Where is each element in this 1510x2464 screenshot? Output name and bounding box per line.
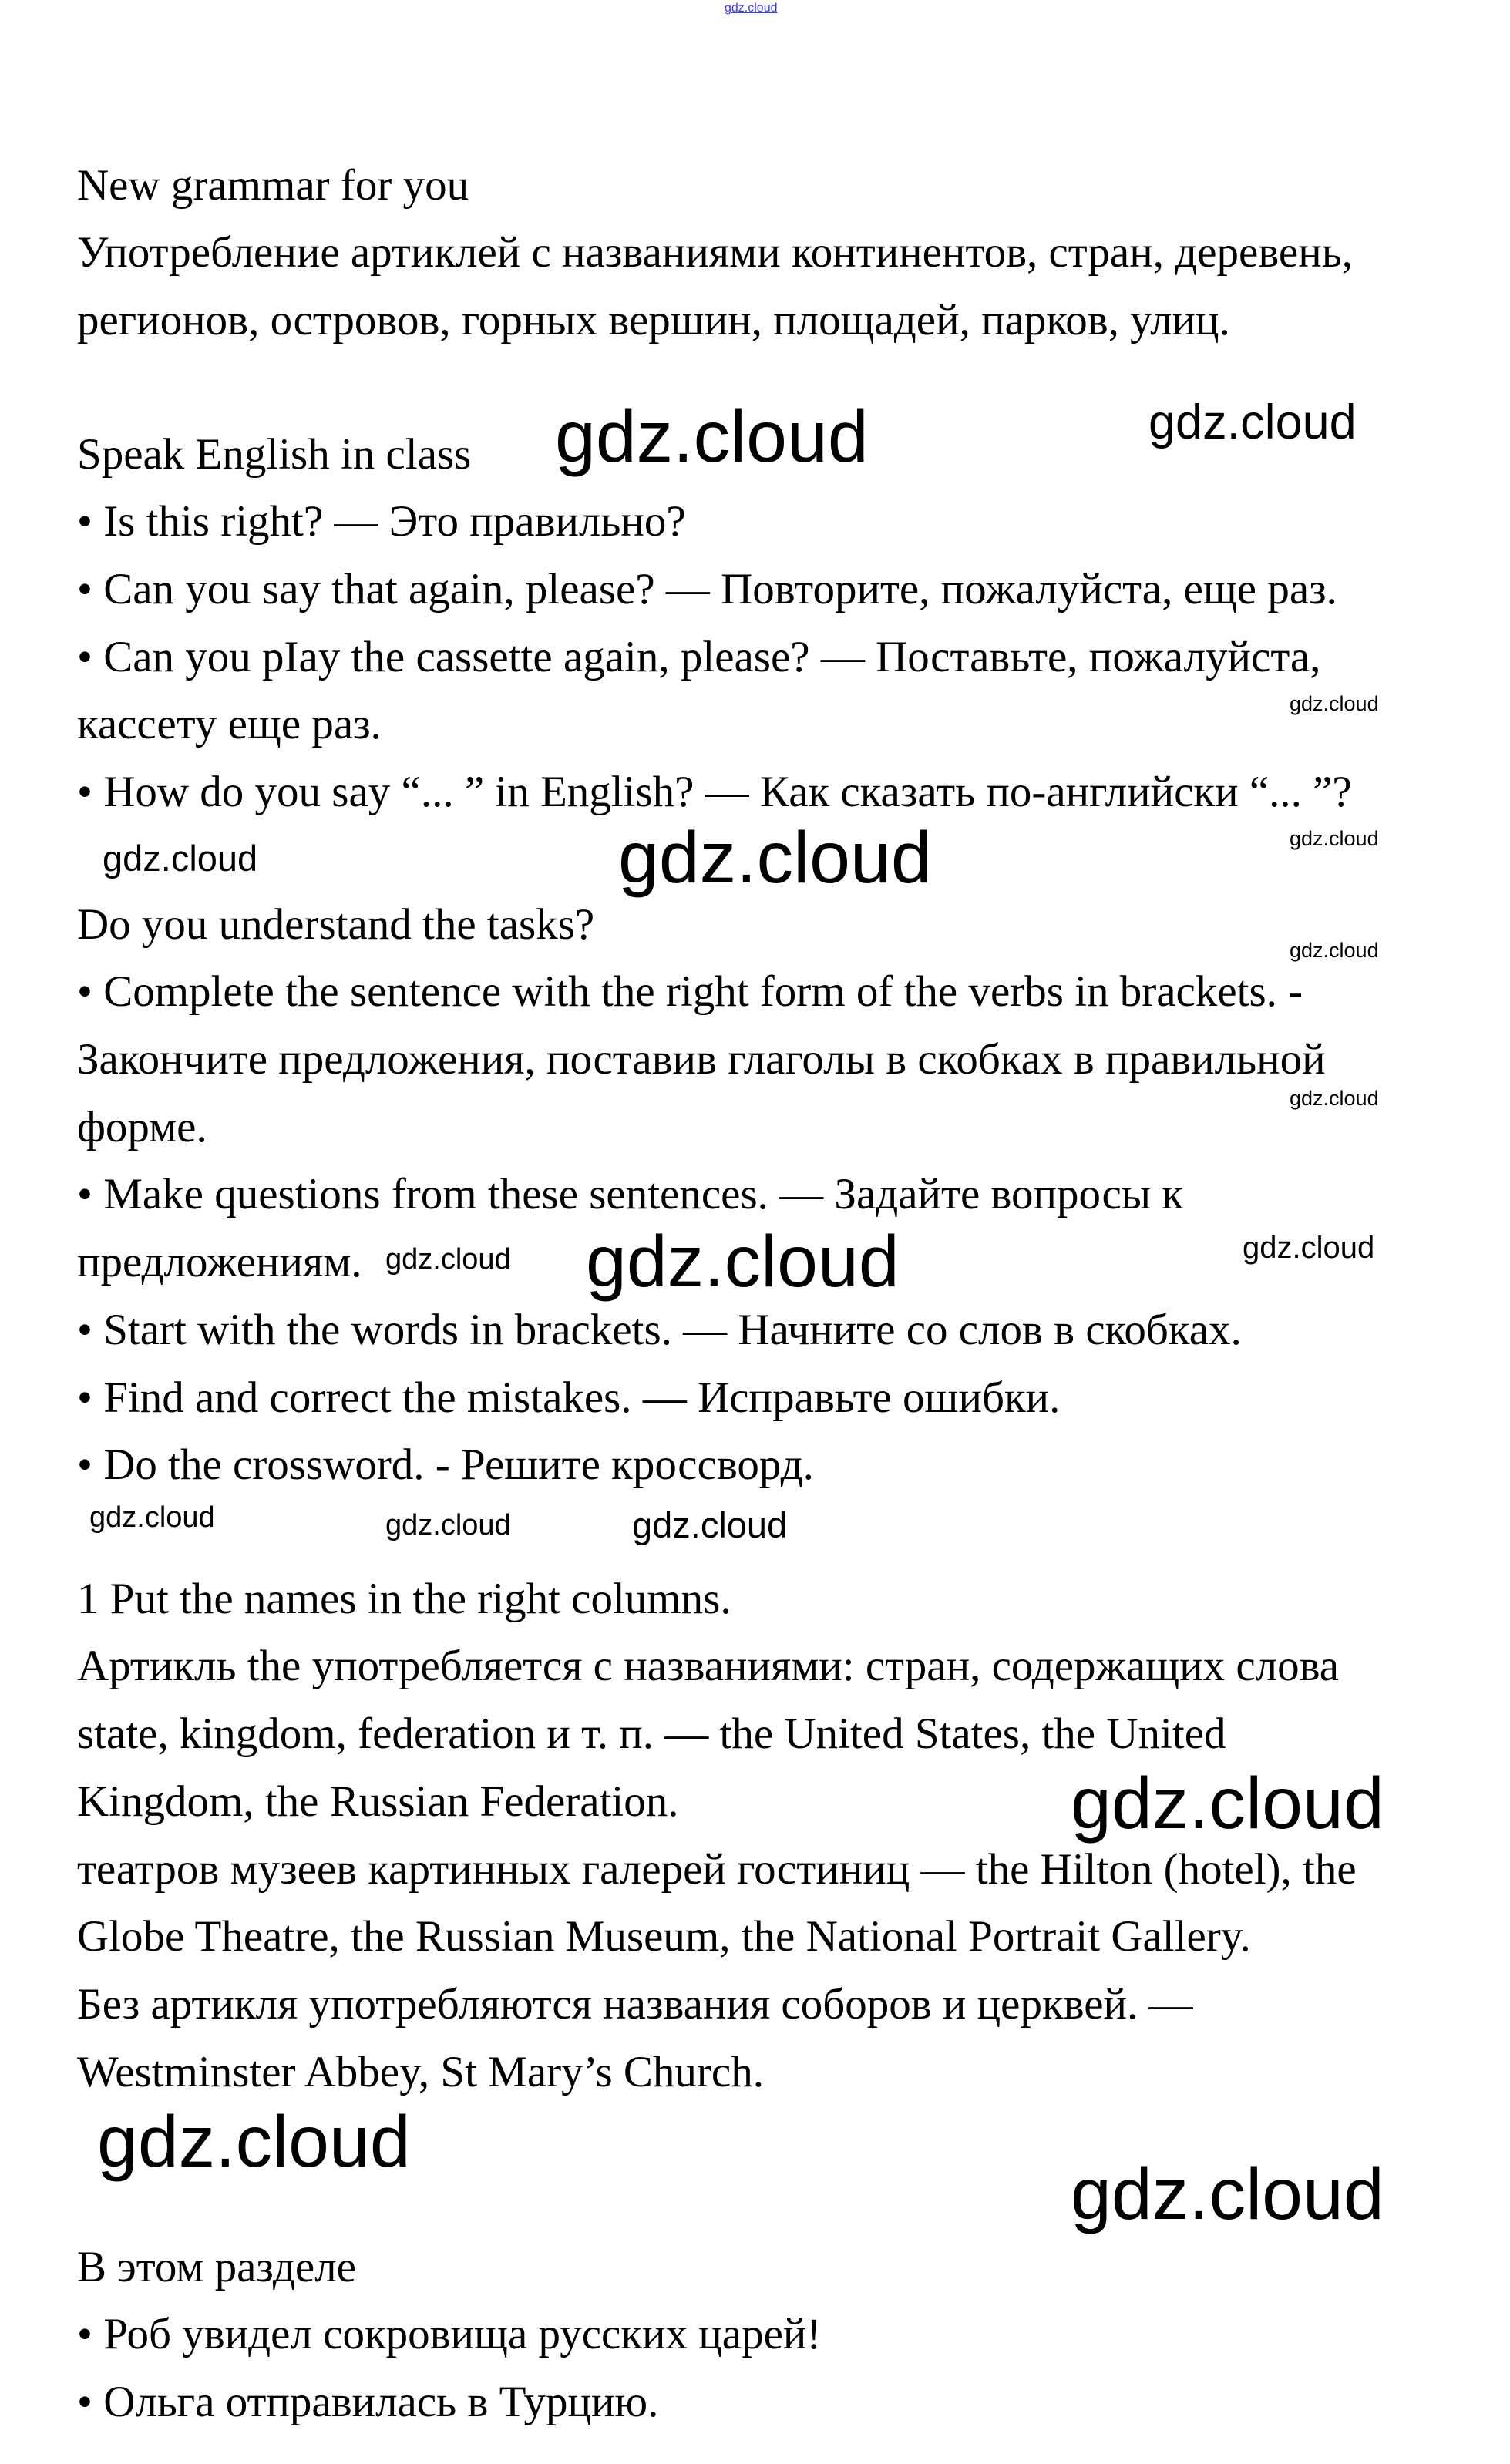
section-heading-in-this-section: В этом разделе bbox=[77, 2243, 356, 2291]
list-item: • How do you say “... ” in English? — Как сказать по-английски “... ”? bbox=[77, 768, 1352, 816]
watermark: gdz.cloud bbox=[1290, 827, 1379, 850]
watermark: gdz.cloud bbox=[1243, 1231, 1375, 1265]
list-item: • Роб увидел сокровища русских царей! bbox=[77, 2310, 822, 2358]
list-item: • Is this right? — Это правильно? bbox=[77, 497, 686, 546]
watermark: gdz.cloud bbox=[1290, 1087, 1379, 1110]
text-line: Kingdom, the Russian Federation. bbox=[77, 1777, 679, 1826]
list-item: • Find and correct the mistakes. — Исправьте ошибки. bbox=[77, 1373, 1061, 1422]
list-item: • Ольга отправилась в Турцию. bbox=[77, 2378, 659, 2426]
watermark: gdz.cloud bbox=[1071, 2153, 1384, 2235]
section-heading-tasks: Do you understand the tasks? bbox=[77, 900, 595, 949]
watermark: gdz.cloud bbox=[1071, 1763, 1384, 1844]
text-line: Закончите предложения, поставив глаголы в скобках в правильной bbox=[77, 1035, 1326, 1084]
text-line: state, kingdom, federation и т. п. — the United States, the United bbox=[77, 1709, 1226, 1758]
text-line: Westminster Abbey, St Mary’s Church. bbox=[77, 2048, 764, 2096]
section-heading-new-grammar: New grammar for you bbox=[77, 161, 469, 210]
watermark: gdz.cloud bbox=[632, 1504, 788, 1545]
watermark: gdz.cloud bbox=[89, 1501, 215, 1534]
top-watermark-link[interactable]: gdz.cloud bbox=[725, 2, 778, 15]
watermark: gdz.cloud bbox=[1290, 692, 1379, 715]
list-item: • Start with the words in brackets. — Начните со слов в скобках. bbox=[77, 1306, 1242, 1354]
watermark: gdz.cloud bbox=[103, 838, 258, 879]
text-line: Артикль the употребляется с названиями: стран, содержащих слова bbox=[77, 1642, 1340, 1690]
list-item: • Can you say that again, please? — Повторите, пожалуйста, еще раз. bbox=[77, 565, 1337, 613]
list-item: • Can you pIay the cassette again, please? — Поставьте, пожалуйста, bbox=[77, 633, 1321, 681]
watermark: gdz.cloud bbox=[555, 396, 869, 478]
watermark: gdz.cloud bbox=[97, 2101, 411, 2183]
text-line: Без артикля употребляются названия соборов и церквей. — bbox=[77, 1980, 1193, 2029]
text-line: предложениям. bbox=[77, 1238, 362, 1286]
watermark: gdz.cloud bbox=[586, 1221, 900, 1303]
list-item: • Complete the sentence with the right form of the verbs in brackets. - bbox=[77, 967, 1303, 1016]
watermark: gdz.cloud bbox=[1148, 395, 1357, 449]
watermark: gdz.cloud bbox=[1290, 939, 1379, 962]
text-line: кассету еще раз. bbox=[77, 700, 382, 748]
watermark: gdz.cloud bbox=[618, 817, 932, 899]
text-line: регионов, островов, горных вершин, площадей, парков, улиц. bbox=[77, 296, 1230, 345]
text-line: Употребление артиклей с названиями континентов, стран, деревень, bbox=[77, 228, 1353, 277]
list-item: • Make questions from these sentences. — Задайте вопросы к bbox=[77, 1170, 1183, 1219]
list-item: • Do the crossword. - Решите кроссворд. bbox=[77, 1440, 814, 1489]
text-line: Globe Theatre, the Russian Museum, the National Portrait Gallery. bbox=[77, 1912, 1251, 1961]
text-line: форме. bbox=[77, 1103, 207, 1151]
watermark: gdz.cloud bbox=[385, 1243, 511, 1276]
watermark: gdz.cloud bbox=[385, 1509, 511, 1541]
exercise-heading: 1 Put the names in the right columns. bbox=[77, 1575, 731, 1623]
text-line: театров музеев картинных галерей гостиниц — the Hilton (hotel), the bbox=[77, 1845, 1357, 1894]
section-heading-speak-english: Speak English in class bbox=[77, 430, 472, 479]
